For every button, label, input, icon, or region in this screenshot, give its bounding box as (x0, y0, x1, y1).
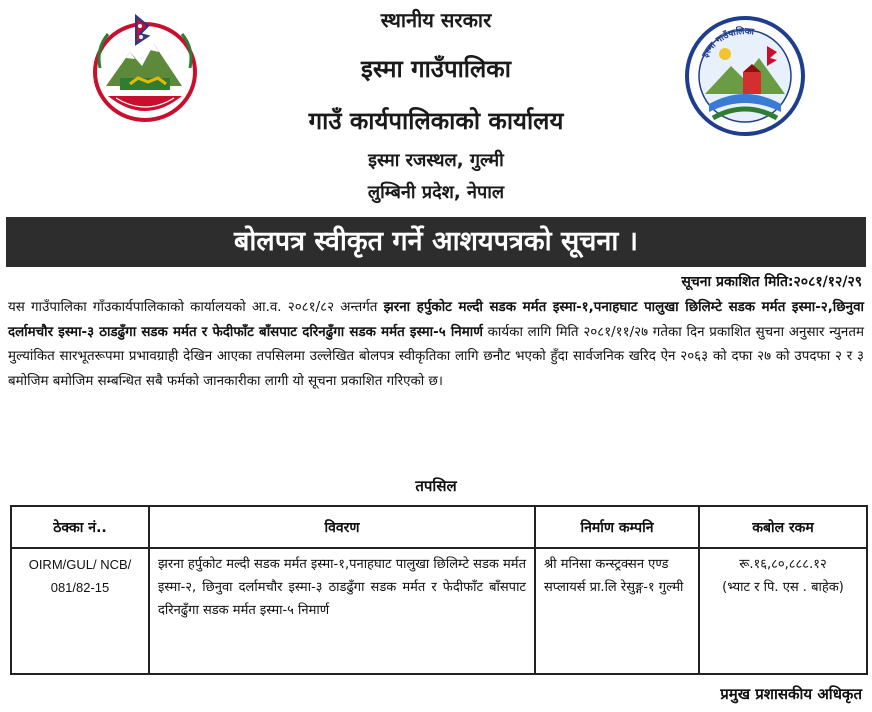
publication-date (681, 272, 862, 291)
notice-title-banner: बोलपत्र स्वीकृत गर्ने आशयपत्रको सूचना । (6, 217, 866, 267)
cell-company: श्री मनिसा कन्स्ट्रक्सन एण्ड सप्लायर्स प्रा.लि रेसुङ्ग-१ गुल्मी (535, 548, 699, 674)
table-header-row (11, 506, 867, 548)
cell-bid-amount (699, 548, 867, 674)
publication-date-value: २०८१/१२/२९ (793, 274, 862, 290)
header-line-local-government: स्थानीय सरकार (380, 8, 492, 32)
logo-arc-text: इस्मा गाउँपालिका (700, 26, 755, 60)
cell-contract-no: OIRM/GUL/ NCB/ 081/82-15 (11, 548, 149, 674)
col-header-contract-no: ठेक्का नं.. (11, 506, 149, 548)
schedule-heading: तपसिल (415, 477, 457, 495)
signatory-title: प्रमुख प्रशासकीय अधिकृत (720, 685, 862, 703)
col-header-company: निर्माण कम्पनि (535, 506, 699, 548)
header-line-province: लुम्बिनी प्रदेश, नेपाल (367, 182, 505, 203)
header-line-municipality: इस्मा गाउँपालिका (361, 55, 511, 83)
isma-rural-municipality-logo-icon (683, 14, 807, 138)
letterhead (0, 0, 872, 210)
notice-paragraph (8, 296, 864, 394)
header-line-office: गाउँ कार्यपालिकाको कार्यालय (308, 107, 564, 135)
notice-paragraph-body: कार्यका लागि मिति २०८१/११/२७ गतेका दिन प्रकाशित सुचना अनुसार न्युनतम मुल्यांकित सारभूतरूपमा प्रभावग्राही देखिन आएका तपसिलमा उल्लेखित बोलपत्र स्वीकृतिका लागि छनौट भएको हुँदा सार्वजनिक खरिद ऐन २०६३ को दफा २७ को उपदफा २ र ३ बमोजिम बमोजिम सम्बन्धित सबै फर्मको जानकारीका लागी यो सूचना प्रकाशित गरिएको छ। (8, 324, 865, 389)
tender-table (10, 505, 868, 675)
bid-amount-value: रू.१६,८०,८८८.१२ (739, 557, 827, 572)
table-row (11, 548, 867, 674)
col-header-bid-amount: कबोल रकम (699, 506, 867, 548)
cell-description: झरना हर्पुकोट मल्दी सडक मर्मत इस्मा-१,पनाहघाट पालुखा छिलिम्टे सडक मर्मत इस्मा-२, छिनुवा दर्लामचौर इस्मा-३ ठाडढुँगा सडक मर्मत र फेदीफाँट बाँसपाट दरिनढुँगा सडक मर्मत इस्मा-५ निमार्ण (149, 548, 535, 674)
header-line-address: इस्मा रजस्थल, गुल्मी (368, 150, 504, 171)
notice-paragraph-project-names: झरना हर्पुकोट मल्दी सडक मर्मत इस्मा-१,पनाहघाट पालुखा छिलिम्टे सडक मर्मत इस्मा-२,छिनुवा दर्लामचौर इस्मा-३ ठाडढुँगा सडक मर्मत र फेदीफाँट बाँसपाट दरिनढुँगा सडक मर्मत इस्मा-५ निमार्ण (8, 300, 864, 340)
publication-date-label: सूचना प्रकाशित मिति: (681, 274, 794, 290)
col-header-description: विवरण (149, 506, 535, 548)
bid-amount-note: (भ्याट र पि. एस . बाहेक) (722, 580, 844, 595)
notice-paragraph-intro: यस गाउँपालिका गाँउकार्यपालिकाको कार्यालयको आ.व. २०८१/८२ अन्तर्गत (8, 300, 384, 315)
